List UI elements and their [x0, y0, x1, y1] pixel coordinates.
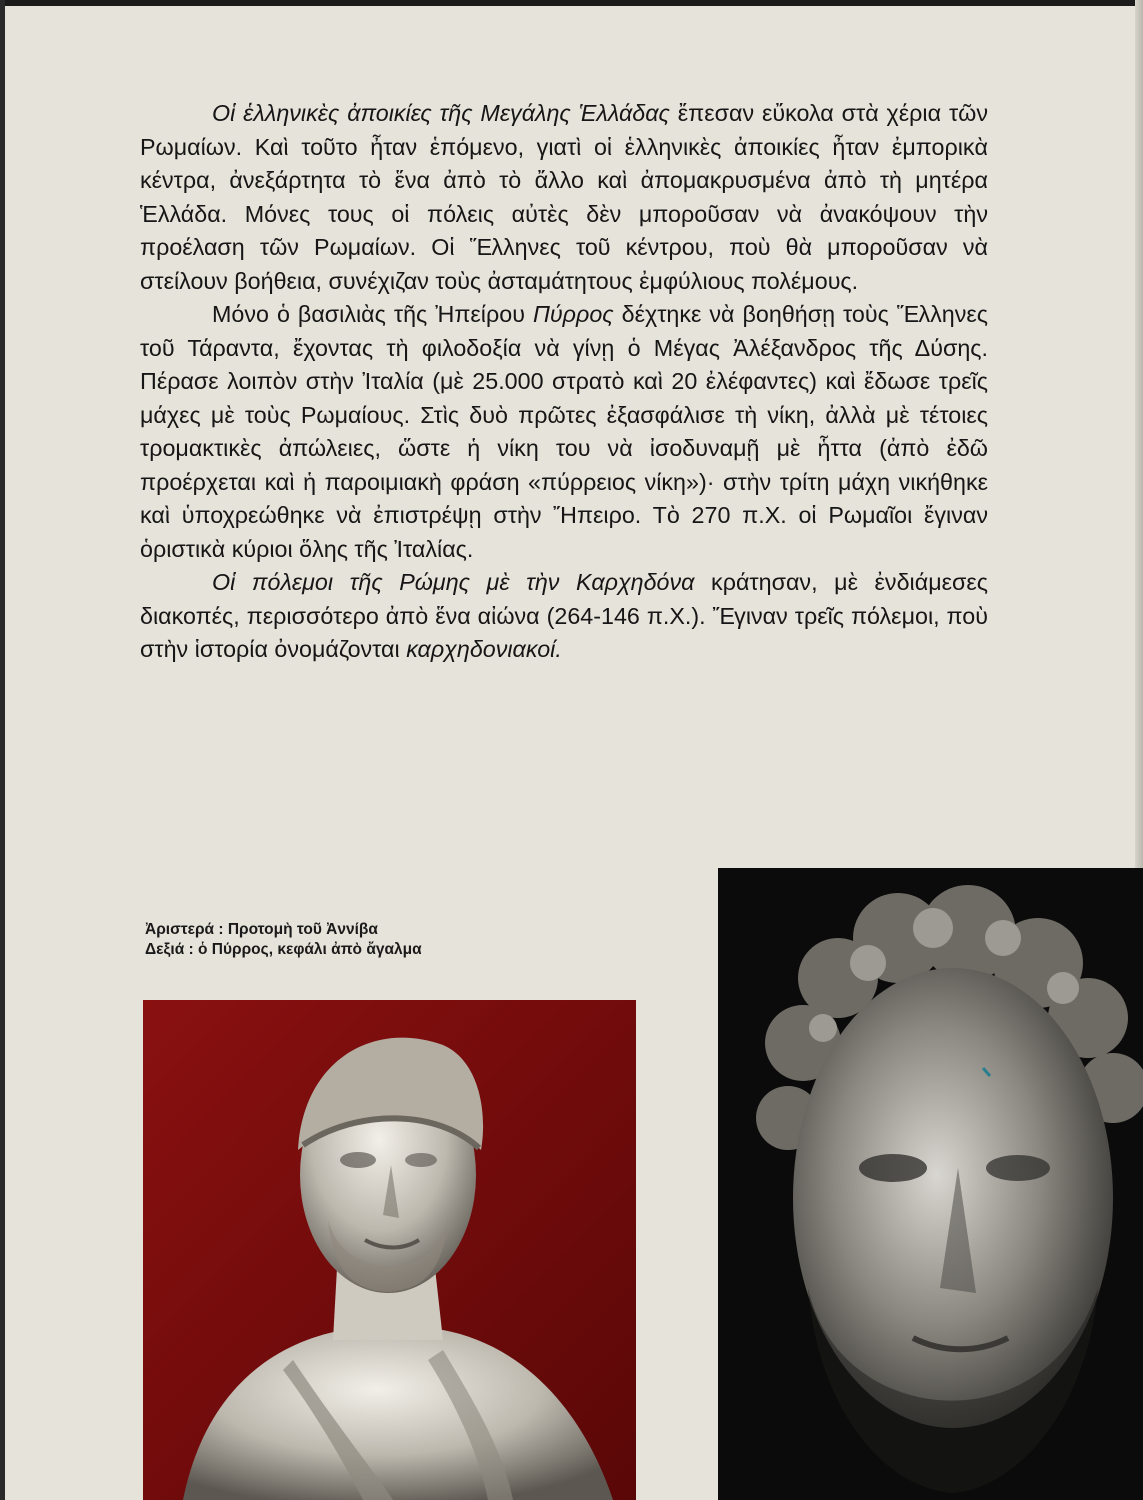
figure-caption	[145, 920, 685, 960]
caption-right: Δεξιά : ὁ Πύρρος, κεφάλι ἀπὸ ἄγαλμα	[145, 941, 422, 958]
caption-left: Ἀριστερά : Προτομὴ τοῦ Ἀννίβα	[145, 921, 378, 938]
italic-term-megali-ellada: Οἱ ἑλληνικὲς ἀποικίες τῆς Μεγάλης Ἑλλάδας	[212, 100, 670, 126]
paragraph-greek-colonies: Οἱ ἑλληνικὲς ἀποικίες τῆς Μεγάλης Ἑλλάδας ἔπεσαν εὔκολα στὰ χέρια τῶν Ρωμαίων. Καὶ τοῦτο ἦταν ἑπόμενο, γιατὶ οἱ ἑλληνικὲς ἀποικίες ἦταν ἐμπορικὰ κέντρα, ἀνεξάρτητα τὸ ἕνα ἀπὸ τὸ ἄλλο καὶ ἀπομακρυσμένα ἀπὸ τὴ μητέρα Ἑλλάδα. Μόνες τους οἱ πόλεις αὐτὲς δὲν μποροῦσαν νὰ ἀνακόψουν τὴν προέλαση τῶν Ρωμαίων. Οἱ Ἕλληνες τοῦ κέντρου, ποὺ θὰ μποροῦσαν νὰ στείλουν βοήθεια, συνέχιζαν τοὺς ἀσταμάτητους ἐμφύλιους πολέμους.	[140, 100, 988, 294]
body-text	[140, 97, 988, 667]
paragraph-carthage-wars: Οἱ πόλεμοι τῆς Ρώμης μὲ τὴν Καρχηδόνα κράτησαν, μὲ ἐνδιάμεσες διακοπές, περισσότερο ἀπὸ ἕνα αἰώνα (264-146 π.Χ.). Ἔγιναν τρεῖς πόλεμοι, ποὺ στὴν ἱστορία ὀνομάζονται καρχηδονιακοί.	[140, 569, 988, 662]
bust-of-hannibal-photo	[143, 1000, 636, 1500]
paragraph-pyrrhus: Μόνο ὁ βασιλιὰς τῆς Ἠπείρου Πύρρος δέχτηκε νὰ βοηθήσῃ τοὺς Ἕλληνες τοῦ Τάραντα, ἔχοντας τὴ φιλοδοξία νὰ γίνῃ ὁ Μέγας Ἀλέξανδρος τῆς Δύσης. Πέρασε λοιπὸν στὴν Ἰταλία (μὲ 25.000 στρατὸ καὶ 20 ἐλέφαντες) καὶ ἔδωσε τρεῖς μάχες μὲ τοὺς Ρωμαίους. Στὶς δυὸ πρῶτες ἐξασφάλισε τὴ νίκη, ἀλλὰ μὲ τέτοιες τρομακτικὲς ἀπώλειες, ὥστε ἡ νίκη του νὰ ἰσοδυναμῇ μὲ ἧττα (ἀπὸ ἐδῶ προέρχεται καὶ ἡ παροιμιακὴ φράση «πύρρειος νίκη»)· στὴν τρίτη μάχη νικήθηκε καὶ ὑποχρεώθηκε νὰ ἐπιστρέψῃ στὴν Ἤπειρο. Τὸ 270 π.Χ. οἱ Ρωμαῖοι ἔγιναν ὁριστικὰ κύριοι ὅλης τῆς Ἰταλίας.	[140, 301, 988, 562]
head-of-pyrrhus-photo	[718, 868, 1143, 1500]
italic-term-carthage-wars: Οἱ πόλεμοι τῆς Ρώμης μὲ τὴν Καρχηδόνα	[212, 569, 695, 595]
italic-term-pyrrhus: Πύρρος	[532, 301, 614, 327]
hannibal-bust-illustration	[143, 1000, 636, 1500]
italic-term-carthaginian: καρχηδονιακοί.	[406, 636, 562, 662]
pyrrhus-head-illustration	[718, 868, 1143, 1500]
page-edge-top	[0, 0, 1143, 6]
page-edge-left	[0, 0, 5, 1500]
